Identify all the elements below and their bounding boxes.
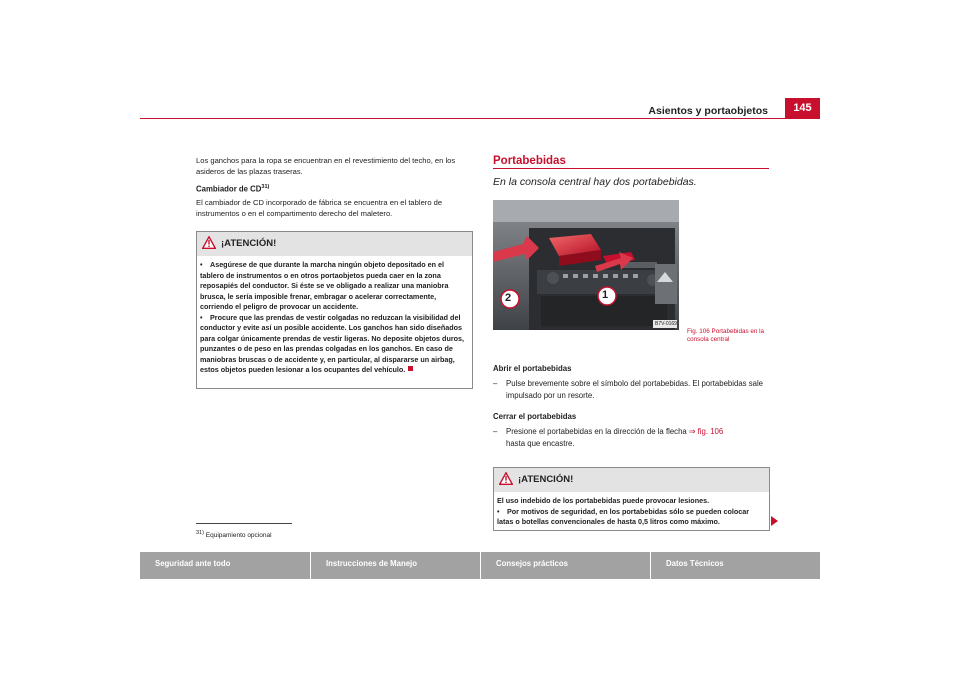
open-step-text: Pulse brevemente sobre el símbolo del portabebidas. El portabebidas sale impulsado por un resorte.: [506, 379, 764, 400]
warning-triangle-icon: [202, 236, 216, 249]
figure-reference-link[interactable]: ⇒ fig. 106: [688, 427, 724, 436]
open-step: [493, 378, 773, 402]
figure-code: B7V-0169: [655, 321, 677, 327]
close-step-text-a: Presione el portabebidas en la dirección de la flecha: [506, 427, 689, 436]
bullet-icon: •: [497, 506, 500, 516]
close-step-text: [493, 426, 773, 450]
footer-tab-label: Seguridad ante todo: [155, 559, 231, 568]
footer-nav: [140, 552, 820, 579]
cupholder-illustration: [493, 200, 679, 330]
page-number: 145: [785, 98, 820, 118]
warning-body: [197, 256, 472, 379]
warning-box-right: [493, 467, 770, 531]
cupholder-figure: [493, 200, 679, 330]
running-header-title: Asientos y portaobjetos: [648, 105, 768, 117]
warning-header: [197, 232, 472, 256]
warning-title: ¡ATENCIÓN!: [221, 238, 277, 249]
footnote-rule: [196, 523, 292, 524]
footer-tab-operation[interactable]: [311, 552, 480, 579]
warning-line: El uso indebido de los portabebidas puede provocar lesiones.: [497, 496, 710, 505]
warning-box-left: [196, 231, 473, 389]
section-subtitle: En la consola central hay dos portabebidas.: [493, 176, 697, 188]
close-heading: Cerrar el portabebidas: [493, 412, 577, 421]
figure-label-1: 1: [602, 289, 609, 301]
warning-item: [200, 260, 469, 313]
footer-tab-technical[interactable]: [651, 552, 820, 579]
footer-tab-tips[interactable]: [481, 552, 650, 579]
section-rule: [493, 168, 769, 169]
warning-item-text: Por motivos de seguridad, en los portabebidas sólo se pueden colocar latas o botellas convencionales de hasta 0,5 litros como máximo.: [497, 506, 750, 526]
end-of-section-icon: [408, 366, 413, 371]
cd-changer-heading-text: Cambiador de CD: [196, 184, 262, 194]
footer-tab-label: Consejos prácticos: [496, 559, 568, 568]
footer-tab-safety[interactable]: [140, 552, 310, 579]
warning-item: [497, 507, 766, 528]
warning-item-text: Procure que las prendas de vestir colgadas no reduzcan la visibilidad del conductor y evite así un posible accidente. Los ganchos han sido diseñados para colgar únicamente prendas de vestir ligeras. No deposite objetos duros, punzantes o de peso en las prendas colgadas en los ganchos. En caso de maniobras bruscas o de accidente y, en particular, al dispararse un airbag, estos objetos pueden lesionar a los ocupantes del vehículo.: [200, 312, 465, 374]
footnote-marker[interactable]: 31): [261, 184, 270, 190]
cd-changer-paragraph: El cambiador de CD incorporado de fábrica se encuentra en el tablero de instrumentos o en el compartimento derecho del maletero.: [196, 198, 443, 218]
header-rule: [140, 118, 820, 119]
footnote: [196, 530, 272, 539]
warning-triangle-icon: [499, 472, 513, 485]
figure-caption: Fig. 106 Portabebidas en la consola central: [687, 328, 765, 343]
bullet-icon: •: [200, 312, 203, 322]
hooks-paragraph: Los ganchos para la ropa se encuentran en el revestimiento del techo, en los asideros de las plazas traseras.: [196, 156, 456, 176]
warning-header: [494, 468, 769, 492]
bullet-icon: •: [200, 260, 203, 269]
footer-tab-label: Instrucciones de Manejo: [326, 559, 417, 568]
warning-body: [494, 492, 769, 531]
close-step: [493, 426, 773, 450]
footer-tab-label: Datos Técnicos: [666, 559, 724, 568]
warning-item-text: Asegúrese de que durante la marcha ningún objeto depositado en el tablero de instrumentos o en otros portaobjetos pueda caer en la zona reposapiés del conductor. Si éste se ve obligado a realizar una maniobra brusca, le sería imposible frenar, embragar o acelerar correctamente, corriendo el peligro de provocar un accidente.: [200, 260, 449, 311]
close-step-text-b: hasta que encastre.: [506, 439, 575, 448]
warning-title: ¡ATENCIÓN!: [518, 474, 574, 485]
open-heading: Abrir el portabebidas: [493, 364, 572, 373]
figure-label-2: 2: [505, 292, 512, 304]
warning-item: [200, 313, 469, 376]
section-title: Portabebidas: [493, 155, 566, 167]
step-dash: –: [493, 427, 498, 436]
continue-arrow-icon[interactable]: [771, 516, 778, 526]
step-dash: –: [493, 379, 498, 388]
footnote-number: 31): [196, 530, 204, 536]
footnote-text: Equipamiento opcional: [205, 532, 272, 540]
cd-changer-heading: [196, 184, 269, 194]
